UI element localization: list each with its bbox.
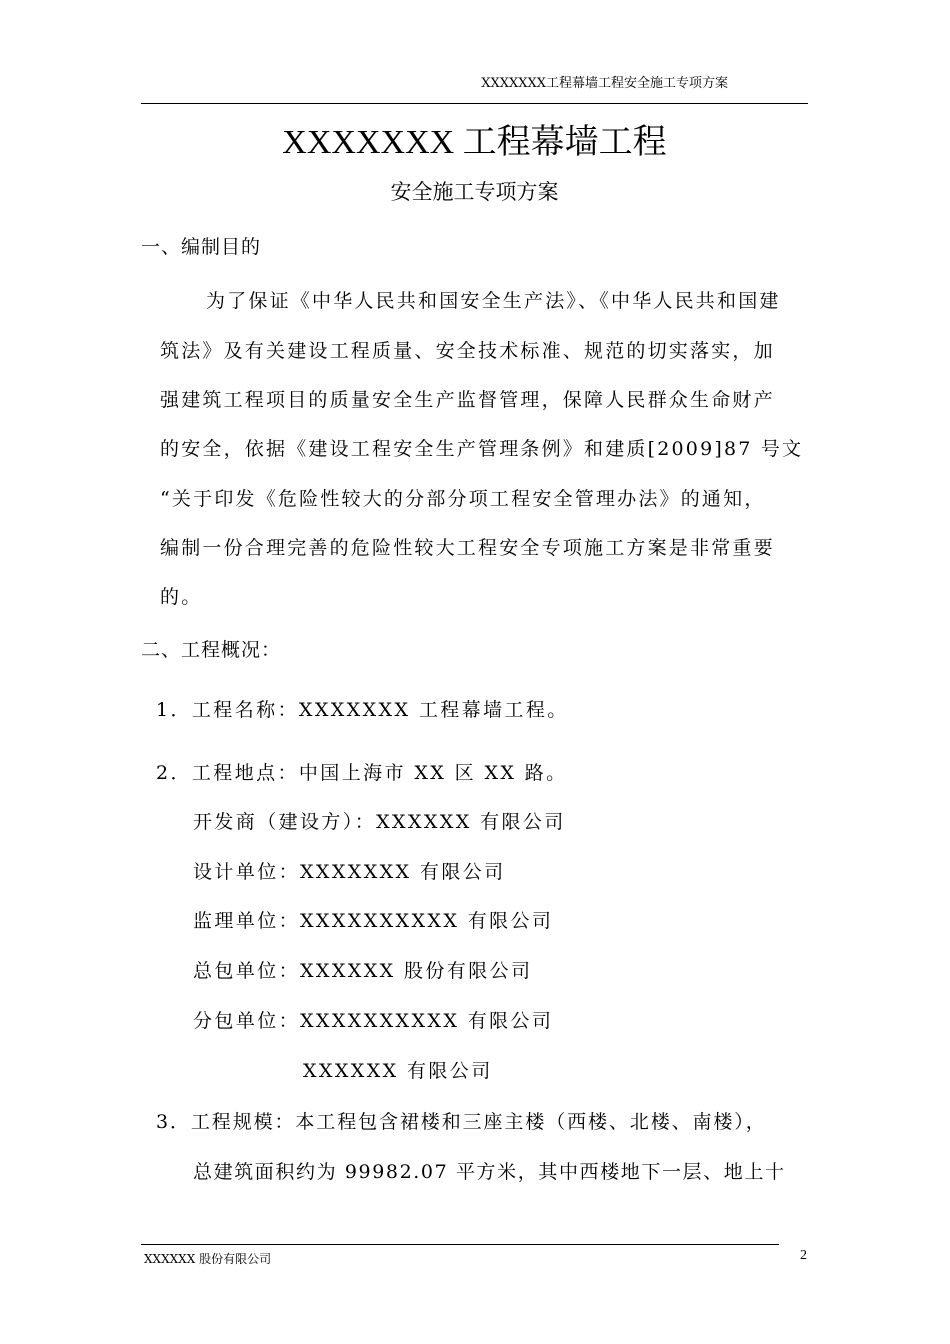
footer-divider — [141, 1244, 779, 1245]
header-divider — [141, 103, 808, 104]
list-item-supervisor: 监理单位：XXXXXXXXXX 有限公司 — [193, 910, 554, 932]
list-item-project-name: 1．工程名称：XXXXXXX 工程幕墙工程。 — [156, 699, 569, 721]
document-title: XXXXXXX 工程幕墙工程 — [282, 124, 667, 161]
paragraph-line: 筑法》及有关建设工程质量、安全技术标准、规范的切实落实，加 — [160, 340, 775, 362]
paragraph-line: 的安全，依据《建设工程安全生产管理条例》和建质[2009]87 号文 — [160, 438, 804, 460]
list-item-general-contractor: 总包单位：XXXXXX 股份有限公司 — [193, 960, 533, 982]
running-header: XXXXXXX工程幕墙工程安全施工专项方案 — [481, 76, 728, 91]
paragraph-line: “关于印发《危险性较大的分部分项工程安全管理办法》的通知， — [160, 488, 766, 510]
paragraph-line: 的。 — [160, 586, 203, 608]
list-item-subcontractor-2: XXXXXX 有限公司 — [303, 1060, 493, 1082]
paragraph-line: 编制一份合理完善的危险性较大工程安全专项施工方案是非常重要 — [160, 537, 775, 559]
list-item-project-scale: 3．工程规模：本工程包含裙楼和三座主楼（西楼、北楼、南楼）， — [156, 1111, 767, 1133]
list-item-designer: 设计单位：XXXXXXX 有限公司 — [193, 861, 506, 883]
section-heading-overview: 二、工程概况： — [141, 639, 282, 661]
paragraph-line: 强建筑工程项目的质量安全生产监督管理，保障人民群众生命财产 — [160, 389, 775, 411]
list-item-subcontractor: 分包单位：XXXXXXXXXX 有限公司 — [193, 1010, 554, 1032]
list-item-developer: 开发商（建设方）：XXXXXX 有限公司 — [193, 811, 566, 833]
paragraph-line: 总建筑面积约为 99982.07 平方米，其中西楼地下一层、地上十 — [193, 1161, 786, 1183]
paragraph-line: 为了保证《中华人民共和国安全生产法》、《中华人民共和国建 — [206, 290, 781, 312]
page-number: 2 — [800, 1248, 807, 1263]
list-item-project-location: 2．工程地点：中国上海市 XX 区 XX 路。 — [156, 762, 568, 784]
document-subtitle: 安全施工专项方案 — [390, 180, 559, 204]
footer-company: XXXXXX 股份有限公司 — [144, 1252, 272, 1266]
section-heading-purpose: 一、编制目的 — [141, 236, 262, 258]
